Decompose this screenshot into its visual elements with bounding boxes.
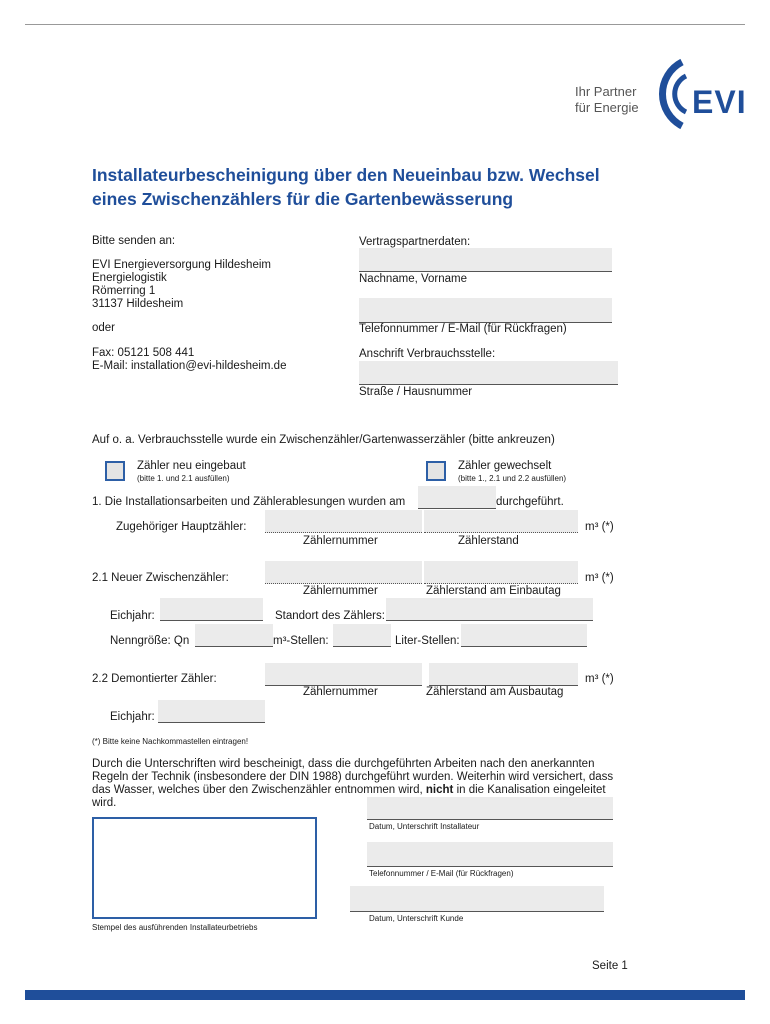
swapped-meter-label: Zähler gewechselt: [458, 460, 552, 472]
footer-bar: [25, 990, 745, 1000]
removed-meter-number-field[interactable]: [265, 663, 422, 686]
street-label: Straße / Hausnummer: [359, 386, 473, 398]
logo-arc-icon: [646, 58, 692, 130]
new-meter-reading-field[interactable]: [424, 561, 578, 584]
main-meter-unit: m³ (*): [585, 521, 614, 533]
installer-signature-field[interactable]: [367, 797, 613, 820]
recipient-address-3: Römerring 1: [92, 285, 156, 297]
main-meter-label: Zugehöriger Hauptzähler:: [116, 521, 247, 533]
declaration-line-1: Durch die Unterschriften wird bescheinigt, dass die durchgeführten Arbeiten nach den anerkannten: [92, 758, 595, 770]
swapped-meter-hint: (bitte 1., 2.1 und 2.2 ausfüllen): [458, 474, 567, 483]
page-title-line-1: Installateurbescheinigung über den Neueinbau bzw. Wechsel: [92, 165, 600, 185]
recipient-or: oder: [92, 322, 116, 334]
footnote: (*) Bitte keine Nachkommastellen eintragen!: [92, 737, 249, 746]
removed-meter-number-label: Zählernummer: [303, 686, 378, 698]
meter-location-field[interactable]: [386, 598, 593, 621]
recipient-email: E-Mail: installation@evi-hildesheim.de: [92, 360, 287, 372]
declaration-line-3-before: das Wasser, welches über den Zwischenzähler entnommen wird,: [92, 784, 423, 796]
logo-mark: EVI: [692, 84, 747, 120]
logo-tagline-1: Ihr Partner: [575, 84, 637, 99]
new-meter-hint: (bitte 1. und 2.1 ausfüllen): [137, 474, 230, 483]
new-meter-reading-label: Zählerstand am Einbautag: [426, 585, 561, 597]
recipient-address-2: Energielogistik: [92, 272, 167, 284]
nominal-size-label: Nenngröße: Qn: [110, 635, 190, 647]
section22-label: 2.2 Demontierter Zähler:: [92, 673, 217, 685]
top-rule: [25, 24, 745, 25]
installer-signature-label: Datum, Unterschrift Installateur: [369, 822, 480, 831]
section1-text: 1. Die Installationsarbeiten und Zählerablesungen wurden am: [92, 496, 406, 508]
main-meter-reading-field[interactable]: [424, 510, 578, 533]
recipient-heading: Bitte senden an:: [92, 235, 176, 247]
declaration-line-2: Regeln der Technik (insbesondere der DIN 1988) durchgeführt wurden. Weiterhin wird versichert, dass: [92, 771, 614, 783]
removed-meter-reading-label: Zählerstand am Ausbautag: [426, 686, 564, 698]
logo-tagline-2: für Energie: [575, 100, 639, 115]
contact-label: Telefonnummer / E-Mail (für Rückfragen): [359, 323, 567, 335]
new-meter-number-label: Zählernummer: [303, 585, 378, 597]
recipient-address-1: EVI Energieversorgung Hildesheim: [92, 259, 271, 271]
section21-label: 2.1 Neuer Zwischenzähler:: [92, 572, 229, 584]
main-meter-number-label: Zählernummer: [303, 535, 378, 547]
liter-digits-field[interactable]: [461, 624, 587, 647]
signature-contact-label: Telefonnummer / E-Mail (für Rückfragen): [369, 869, 514, 878]
street-field[interactable]: [359, 361, 618, 385]
declaration-line-3: [92, 784, 606, 796]
nominal-size-field[interactable]: [195, 624, 273, 647]
section1-text-after: durchgeführt.: [496, 496, 564, 508]
partner-heading: Vertragspartnerdaten:: [359, 236, 471, 248]
main-meter-reading-label: Zählerstand: [458, 535, 519, 547]
name-field[interactable]: [359, 248, 612, 272]
page-number: Seite 1: [592, 960, 628, 972]
install-date-field[interactable]: [418, 486, 496, 509]
customer-signature-label: Datum, Unterschrift Kunde: [369, 914, 464, 923]
intro-text: Auf o. a. Verbrauchsstelle wurde ein Zwischenzähler/Gartenwasserzähler (bitte ankreuzen): [92, 434, 555, 446]
swapped-meter-checkbox[interactable]: [426, 461, 446, 481]
liter-digits-label: Liter-Stellen:: [395, 635, 460, 647]
customer-signature-field[interactable]: [350, 886, 604, 912]
meter-location-label: Standort des Zählers:: [275, 610, 385, 622]
removed-meter-year-field[interactable]: [158, 700, 265, 723]
declaration-line-4: wird.: [92, 797, 117, 809]
stamp-box[interactable]: [92, 817, 317, 919]
contact-field[interactable]: [359, 298, 612, 323]
recipient-fax: Fax: 05121 508 441: [92, 347, 195, 359]
new-meter-year-label: Eichjahr:: [110, 610, 155, 622]
page-title-line-2: eines Zwischenzählers für die Gartenbewässerung: [92, 189, 514, 209]
site-heading: Anschrift Verbrauchsstelle:: [359, 348, 496, 360]
new-meter-checkbox[interactable]: [105, 461, 125, 481]
name-label: Nachname, Vorname: [359, 273, 468, 285]
recipient-address-4: 31137 Hildesheim: [92, 298, 184, 310]
removed-meter-unit: m³ (*): [585, 673, 614, 685]
signature-contact-field[interactable]: [367, 842, 613, 867]
main-meter-number-field[interactable]: [265, 510, 422, 533]
declaration-emphasis: nicht: [425, 784, 454, 796]
removed-meter-reading-field[interactable]: [429, 663, 578, 686]
m3-digits-field[interactable]: [333, 624, 391, 647]
m3-digits-label: m³-Stellen:: [273, 635, 329, 647]
new-meter-label: Zähler neu eingebaut: [137, 460, 246, 472]
removed-meter-year-label: Eichjahr:: [110, 711, 155, 723]
stamp-label: Stempel des ausführenden Installateurbetriebs: [92, 923, 258, 932]
new-meter-year-field[interactable]: [160, 598, 263, 621]
new-meter-unit: m³ (*): [585, 572, 614, 584]
declaration-line-3-after: in die Kanalisation eingeleitet: [456, 784, 606, 796]
new-meter-number-field[interactable]: [265, 561, 422, 584]
